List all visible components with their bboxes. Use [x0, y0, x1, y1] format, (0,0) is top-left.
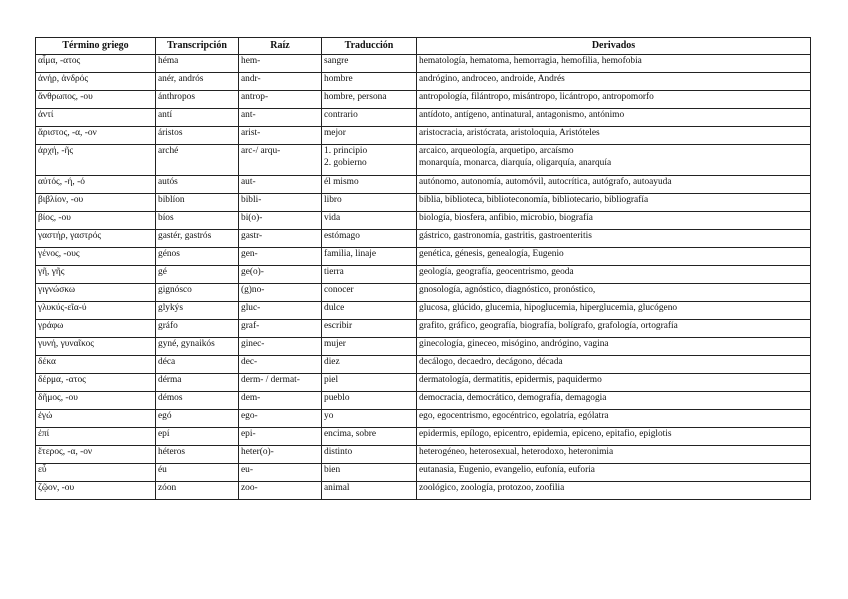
cell-greek: αὐτός, -ή, -ό — [36, 176, 156, 194]
cell-derived: epidermis, epílogo, epicentro, epidemia, epiceno, epitafio, epiglotis — [417, 428, 811, 446]
table-row — [36, 212, 811, 230]
table-row — [36, 176, 811, 194]
cell-root: gen- — [239, 248, 322, 266]
cell-translation: pueblo — [322, 392, 417, 410]
cell-derived: glucosa, glúcido, glucemia, hipoglucemia, hiperglucemia, glucógeno — [417, 302, 811, 320]
cell-greek: ἐπί — [36, 428, 156, 446]
cell-root: epi- — [239, 428, 322, 446]
translation-line: 2. gobierno — [324, 158, 367, 168]
cell-greek: γιγνώσκω — [36, 284, 156, 302]
cell-transcription: génos — [156, 248, 239, 266]
cell-derived: eutanasia, Eugenio, evangelio, eufonía, euforia — [417, 464, 811, 482]
cell-root: ginec- — [239, 338, 322, 356]
cell-greek: ἐγώ — [36, 410, 156, 428]
cell-translation: mujer — [322, 338, 417, 356]
cell-greek: αἷμα, -ατος — [36, 55, 156, 73]
cell-translation: bien — [322, 464, 417, 482]
cell-greek: γυνή, γυναῖκος — [36, 338, 156, 356]
cell-root: aut- — [239, 176, 322, 194]
cell-translation: dulce — [322, 302, 417, 320]
cell-root: hem- — [239, 55, 322, 73]
cell-root: antrop- — [239, 91, 322, 109]
cell-derived: ginecología, gineceo, misógino, andrógino, vagina — [417, 338, 811, 356]
cell-derived: biblia, biblioteca, biblioteconomía, bibliotecario, bibliografía — [417, 194, 811, 212]
cell-transcription: áristos — [156, 127, 239, 145]
cell-transcription: arché — [156, 145, 239, 176]
table-row — [36, 73, 811, 91]
cell-greek: γαστήρ, γαστρός — [36, 230, 156, 248]
table-row — [36, 55, 811, 73]
cell-derived: genética, génesis, genealogía, Eugenio — [417, 248, 811, 266]
cell-derived: zoológico, zoología, protozoo, zoofilia — [417, 482, 811, 500]
cell-greek: βίος, -ου — [36, 212, 156, 230]
cell-transcription: biblíon — [156, 194, 239, 212]
cell-transcription: zóon — [156, 482, 239, 500]
cell-transcription: gignósco — [156, 284, 239, 302]
table-row — [36, 91, 811, 109]
cell-derived: autónomo, autonomía, automóvil, autocrítica, autógrafo, autoayuda — [417, 176, 811, 194]
cell-derived — [417, 145, 811, 176]
cell-greek: ἄνθρωπος, -ου — [36, 91, 156, 109]
table-row — [36, 302, 811, 320]
table-row — [36, 446, 811, 464]
cell-translation: conocer — [322, 284, 417, 302]
cell-derived: dermatología, dermatitis, epidermis, paquidermo — [417, 374, 811, 392]
cell-root: ge(o)- — [239, 266, 322, 284]
cell-root: ant- — [239, 109, 322, 127]
table-row — [36, 392, 811, 410]
cell-derived: heterogéneo, heterosexual, heterodoxo, heteronimia — [417, 446, 811, 464]
cell-translation: mejor — [322, 127, 417, 145]
cell-root: (g)no- — [239, 284, 322, 302]
cell-translation: estómago — [322, 230, 417, 248]
header-transcription: Transcripción — [156, 38, 239, 55]
cell-transcription: gyné, gynaikós — [156, 338, 239, 356]
cell-transcription: déca — [156, 356, 239, 374]
cell-translation: escribir — [322, 320, 417, 338]
cell-root: derm- / dermat- — [239, 374, 322, 392]
cell-translation: diez — [322, 356, 417, 374]
cell-transcription: éu — [156, 464, 239, 482]
cell-translation: familia, linaje — [322, 248, 417, 266]
cell-root: ego- — [239, 410, 322, 428]
cell-greek: δῆμος, -ου — [36, 392, 156, 410]
cell-greek: γῆ, γῆς — [36, 266, 156, 284]
cell-transcription: gé — [156, 266, 239, 284]
cell-root: arc-/ arqu- — [239, 145, 322, 176]
table-row — [36, 248, 811, 266]
cell-root: heter(o)- — [239, 446, 322, 464]
table-row — [36, 464, 811, 482]
cell-transcription: héma — [156, 55, 239, 73]
header-translation: Traducción — [322, 38, 417, 55]
cell-root: gluc- — [239, 302, 322, 320]
table-row — [36, 230, 811, 248]
cell-root: graf- — [239, 320, 322, 338]
cell-transcription: bíos — [156, 212, 239, 230]
table-row — [36, 428, 811, 446]
cell-greek: ἀρχή, -ῆς — [36, 145, 156, 176]
cell-derived: gástrico, gastronomía, gastritis, gastroenteritis — [417, 230, 811, 248]
cell-greek: γλυκύς-εῖα-ύ — [36, 302, 156, 320]
cell-translation: hombre, persona — [322, 91, 417, 109]
table-header-row — [36, 38, 811, 55]
cell-greek: γένος, -ους — [36, 248, 156, 266]
cell-translation: vida — [322, 212, 417, 230]
cell-translation: encima, sobre — [322, 428, 417, 446]
cell-derived: aristocracia, aristócrata, aristoloquia, Aristóteles — [417, 127, 811, 145]
cell-derived: gnosología, agnóstico, diagnóstico, pronóstico, — [417, 284, 811, 302]
cell-transcription: héteros — [156, 446, 239, 464]
cell-transcription: autós — [156, 176, 239, 194]
cell-derived: decálogo, decaedro, decágono, década — [417, 356, 811, 374]
cell-root: dem- — [239, 392, 322, 410]
header-root: Raíz — [239, 38, 322, 55]
cell-greek: ἄριστος, -α, -ον — [36, 127, 156, 145]
cell-derived: antropología, filántropo, misántropo, licántropo, antropomorfo — [417, 91, 811, 109]
cell-transcription: ánthropos — [156, 91, 239, 109]
cell-translation: distinto — [322, 446, 417, 464]
table-row — [36, 374, 811, 392]
cell-translation: piel — [322, 374, 417, 392]
cell-root: bi(o)- — [239, 212, 322, 230]
cell-transcription: egó — [156, 410, 239, 428]
cell-translation: hombre — [322, 73, 417, 91]
cell-greek: δέρμα, -ατος — [36, 374, 156, 392]
table-row — [36, 109, 811, 127]
cell-transcription: epí — [156, 428, 239, 446]
table-row — [36, 127, 811, 145]
cell-transcription: gráfo — [156, 320, 239, 338]
table-row — [36, 194, 811, 212]
table-row — [36, 284, 811, 302]
cell-root: zoo- — [239, 482, 322, 500]
cell-transcription: dérma — [156, 374, 239, 392]
cell-translation — [322, 145, 417, 176]
derived-line: arcaico, arqueología, arquetipo, arcaísmo — [419, 146, 574, 156]
cell-transcription: démos — [156, 392, 239, 410]
cell-translation: contrario — [322, 109, 417, 127]
header-greek-term: Término griego — [36, 38, 156, 55]
cell-translation: yo — [322, 410, 417, 428]
cell-greek: ἀνήρ, ἀνδρός — [36, 73, 156, 91]
table-row — [36, 482, 811, 500]
cell-greek: δέκα — [36, 356, 156, 374]
cell-greek: βιβλίον, -ου — [36, 194, 156, 212]
table-row — [36, 320, 811, 338]
table-row — [36, 356, 811, 374]
cell-translation: libro — [322, 194, 417, 212]
cell-derived: biología, biosfera, anfibio, microbio, biografía — [417, 212, 811, 230]
cell-derived: grafito, gráfico, geografía, biografía, bolígrafo, grafología, ortografía — [417, 320, 811, 338]
cell-translation: animal — [322, 482, 417, 500]
cell-transcription: anér, andrós — [156, 73, 239, 91]
derived-line: monarquía, monarca, diarquía, oligarquía, anarquía — [419, 158, 612, 168]
cell-transcription: antí — [156, 109, 239, 127]
cell-greek: εὖ — [36, 464, 156, 482]
cell-transcription: glykýs — [156, 302, 239, 320]
cell-derived: ego, egocentrismo, egocéntrico, egolatría, ególatra — [417, 410, 811, 428]
cell-derived: andrógino, androceo, androide, Andrés — [417, 73, 811, 91]
cell-root: arist- — [239, 127, 322, 145]
cell-translation: sangre — [322, 55, 417, 73]
cell-greek: ἀντί — [36, 109, 156, 127]
cell-root: andr- — [239, 73, 322, 91]
cell-translation: tierra — [322, 266, 417, 284]
cell-derived: antídoto, antígeno, antinatural, antagonismo, antónimo — [417, 109, 811, 127]
header-derived: Derivados — [417, 38, 811, 55]
translation-line: 1. principio — [324, 146, 368, 156]
cell-root: eu- — [239, 464, 322, 482]
cell-translation: él mismo — [322, 176, 417, 194]
cell-greek: ἕτερος, -α, -ον — [36, 446, 156, 464]
table-row — [36, 410, 811, 428]
cell-root: gastr- — [239, 230, 322, 248]
cell-root: bibli- — [239, 194, 322, 212]
table-row — [36, 338, 811, 356]
cell-derived: democracia, democrático, demografía, demagogia — [417, 392, 811, 410]
cell-greek: ζῷον, -ου — [36, 482, 156, 500]
cell-transcription: gastér, gastrós — [156, 230, 239, 248]
cell-derived: geología, geografía, geocentrismo, geoda — [417, 266, 811, 284]
greek-roots-table — [35, 37, 811, 500]
table-row — [36, 145, 811, 176]
cell-derived: hematología, hematoma, hemorragia, hemofilia, hemofobia — [417, 55, 811, 73]
table-row — [36, 266, 811, 284]
cell-greek: γράφω — [36, 320, 156, 338]
cell-root: dec- — [239, 356, 322, 374]
